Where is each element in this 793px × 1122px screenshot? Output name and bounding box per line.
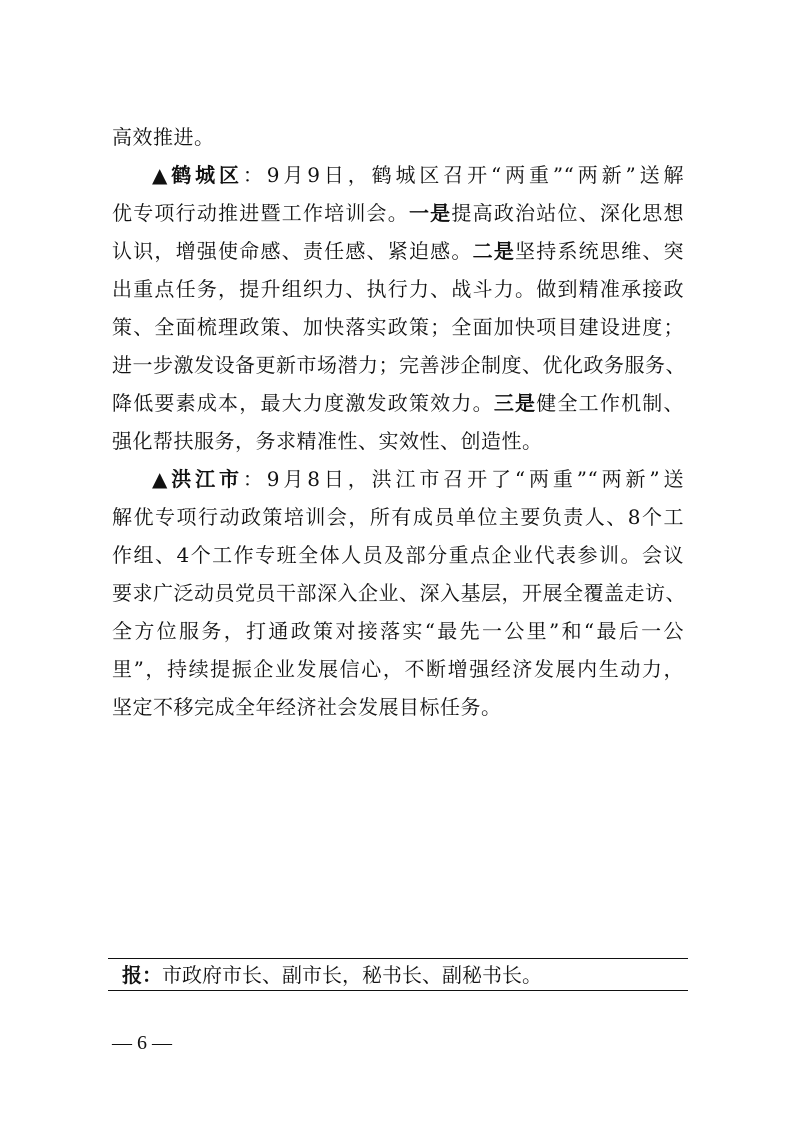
paragraph-line: 认识，增强使命感、责任感、紧迫感。二是坚持系统思维、突 bbox=[112, 239, 685, 263]
paragraph-line: 降低要素成本，最大力度激发政策效力。三是健全工作机制、 bbox=[112, 391, 685, 415]
paragraph-line: 作组、4个工作专班全体人员及部分重点企业代表参训。会议 bbox=[112, 543, 684, 567]
footer-top-rule bbox=[108, 958, 688, 959]
distribution-label: 报： bbox=[122, 963, 162, 987]
paragraph-line: 优专项行动推进暨工作培训会。一是提高政治站位、深化思想 bbox=[112, 201, 685, 225]
paragraph-line: 出重点任务，提升组织力、执行力、战斗力。做到精准承接政 bbox=[112, 277, 684, 301]
paragraph-line: 要求广泛动员党员干部深入企业、深入基层，开展全覆盖走访、 bbox=[112, 581, 686, 605]
paragraph-line: 强化帮扶服务，务求精准性、实效性、创造性。 bbox=[112, 429, 543, 453]
paragraph-line: 坚定不移完成全年经济社会发展目标任务。 bbox=[112, 695, 502, 719]
section-heading-hecheng: ▲鹤城区 bbox=[152, 163, 243, 187]
page-number: — 6 — bbox=[112, 1032, 172, 1054]
footer-bottom-rule bbox=[108, 990, 688, 991]
paragraph-line: 里”，持续提振企业发展信心，不断增强经济发展内生动力， bbox=[112, 657, 684, 681]
distribution-text: 市政府市长、副市长，秘书长、副秘书长。 bbox=[162, 963, 542, 987]
distribution-line bbox=[122, 960, 542, 990]
paragraph-line: ▲洪江市：9月8日，洪江市召开了“两重”“两新”送 bbox=[152, 467, 684, 491]
document-body bbox=[112, 118, 684, 726]
paragraph-line: 全方位服务，打通政策对接落实“最先一公里”和“最后一公 bbox=[112, 619, 684, 643]
paragraph-line: ▲鹤城区：9月9日，鹤城区召开“两重”“两新”送解 bbox=[152, 163, 684, 187]
paragraph-line: 策、全面梳理政策、加快落实政策；全面加快项目建设进度； bbox=[112, 315, 684, 339]
paragraph-line: 进一步激发设备更新市场潜力；完善涉企制度、优化政务服务、 bbox=[112, 353, 686, 377]
paragraph-line: 解优专项行动政策培训会，所有成员单位主要负责人、8个工 bbox=[112, 505, 684, 529]
section-heading-hongjiang: ▲洪江市 bbox=[152, 467, 243, 491]
paragraph-line: 高效推进。 bbox=[112, 125, 215, 149]
